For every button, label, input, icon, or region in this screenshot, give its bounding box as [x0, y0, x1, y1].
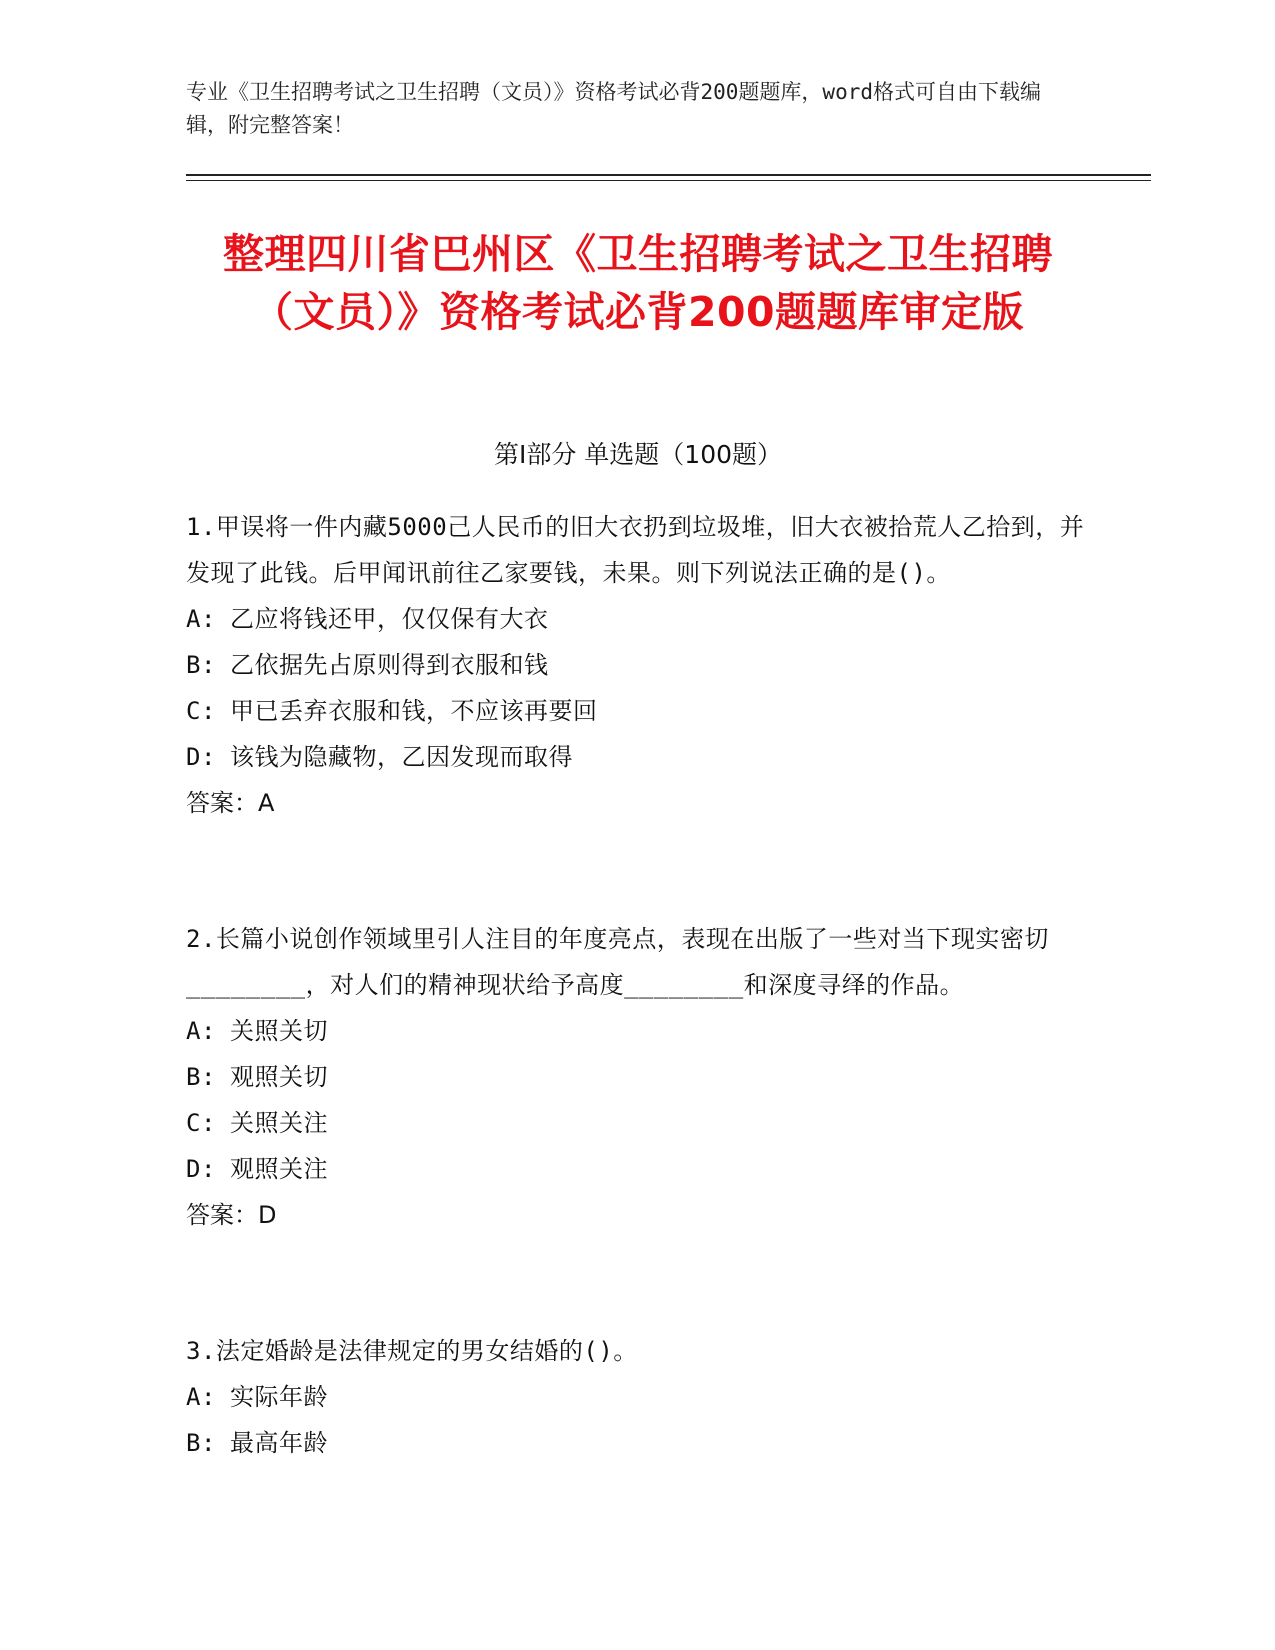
option-key: D:: [186, 743, 216, 771]
option-text: 实际年龄: [230, 1383, 328, 1411]
question-stem: 1.甲误将一件内藏5000己人民币的旧大衣扔到垃圾堆，旧大衣被拾荒人乙拾到，并发现了此钱。后甲闻讯前往乙家要钱，未果。则下列说法正确的是()。: [186, 513, 1085, 587]
option-b: [186, 642, 1086, 688]
option-d: [186, 1146, 1086, 1192]
option-a: [186, 596, 1086, 642]
option-text: 该钱为隐藏物，乙因发现而取得: [230, 743, 573, 771]
section-heading: 第Ⅰ部分 单选题（100题）: [493, 440, 783, 469]
option-key: C:: [186, 1109, 216, 1137]
option-text: 关照关切: [230, 1017, 328, 1045]
option-c: [186, 1100, 1086, 1146]
header-divider-thin: [186, 180, 1151, 181]
option-key: C:: [186, 697, 216, 725]
option-key: D:: [186, 1155, 216, 1183]
question-stem: 3.法定婚龄是法律规定的男女结婚的()。: [186, 1337, 638, 1365]
option-d: [186, 734, 1086, 780]
answer-line: 答案：A: [186, 789, 275, 817]
option-text: 乙应将钱还甲，仅仅保有大衣: [230, 605, 549, 633]
question-3: [186, 1328, 1086, 1466]
option-text: 甲已丢弃衣服和钱，不应该再要回: [230, 697, 598, 725]
option-a: [186, 1374, 1086, 1420]
option-b: [186, 1054, 1086, 1100]
answer-line: 答案：D: [186, 1201, 277, 1229]
option-c: [186, 688, 1086, 734]
option-key: B:: [186, 651, 216, 679]
option-a: [186, 1008, 1086, 1054]
option-text: 关照关注: [230, 1109, 328, 1137]
option-text: 观照关切: [230, 1063, 328, 1091]
option-text: 最高年龄: [230, 1429, 328, 1457]
option-key: B:: [186, 1063, 216, 1091]
option-text: 乙依据先占原则得到衣服和钱: [230, 651, 549, 679]
question-1: [186, 504, 1086, 826]
header-divider-thick: [186, 174, 1151, 176]
question-stem: 2.长篇小说创作领域里引人注目的年度亮点，表现在出版了一些对当下现实密切________，对人们的精神现状给予高度________和深度寻绎的作品。: [186, 925, 1049, 999]
option-key: A:: [186, 605, 216, 633]
option-text: 观照关注: [230, 1155, 328, 1183]
option-key: A:: [186, 1383, 216, 1411]
header-note: 专业《卫生招聘考试之卫生招聘（文员）》资格考试必背200题题库，word格式可自由下载编辑，附完整答案！: [186, 80, 1041, 137]
option-key: B:: [186, 1429, 216, 1457]
option-b: [186, 1420, 1086, 1466]
question-2: [186, 916, 1086, 1238]
document-title: 整理四川省巴州区《卫生招聘考试之卫生招聘（文员）》资格考试必背200题题库审定版: [223, 230, 1053, 336]
option-key: A:: [186, 1017, 216, 1045]
